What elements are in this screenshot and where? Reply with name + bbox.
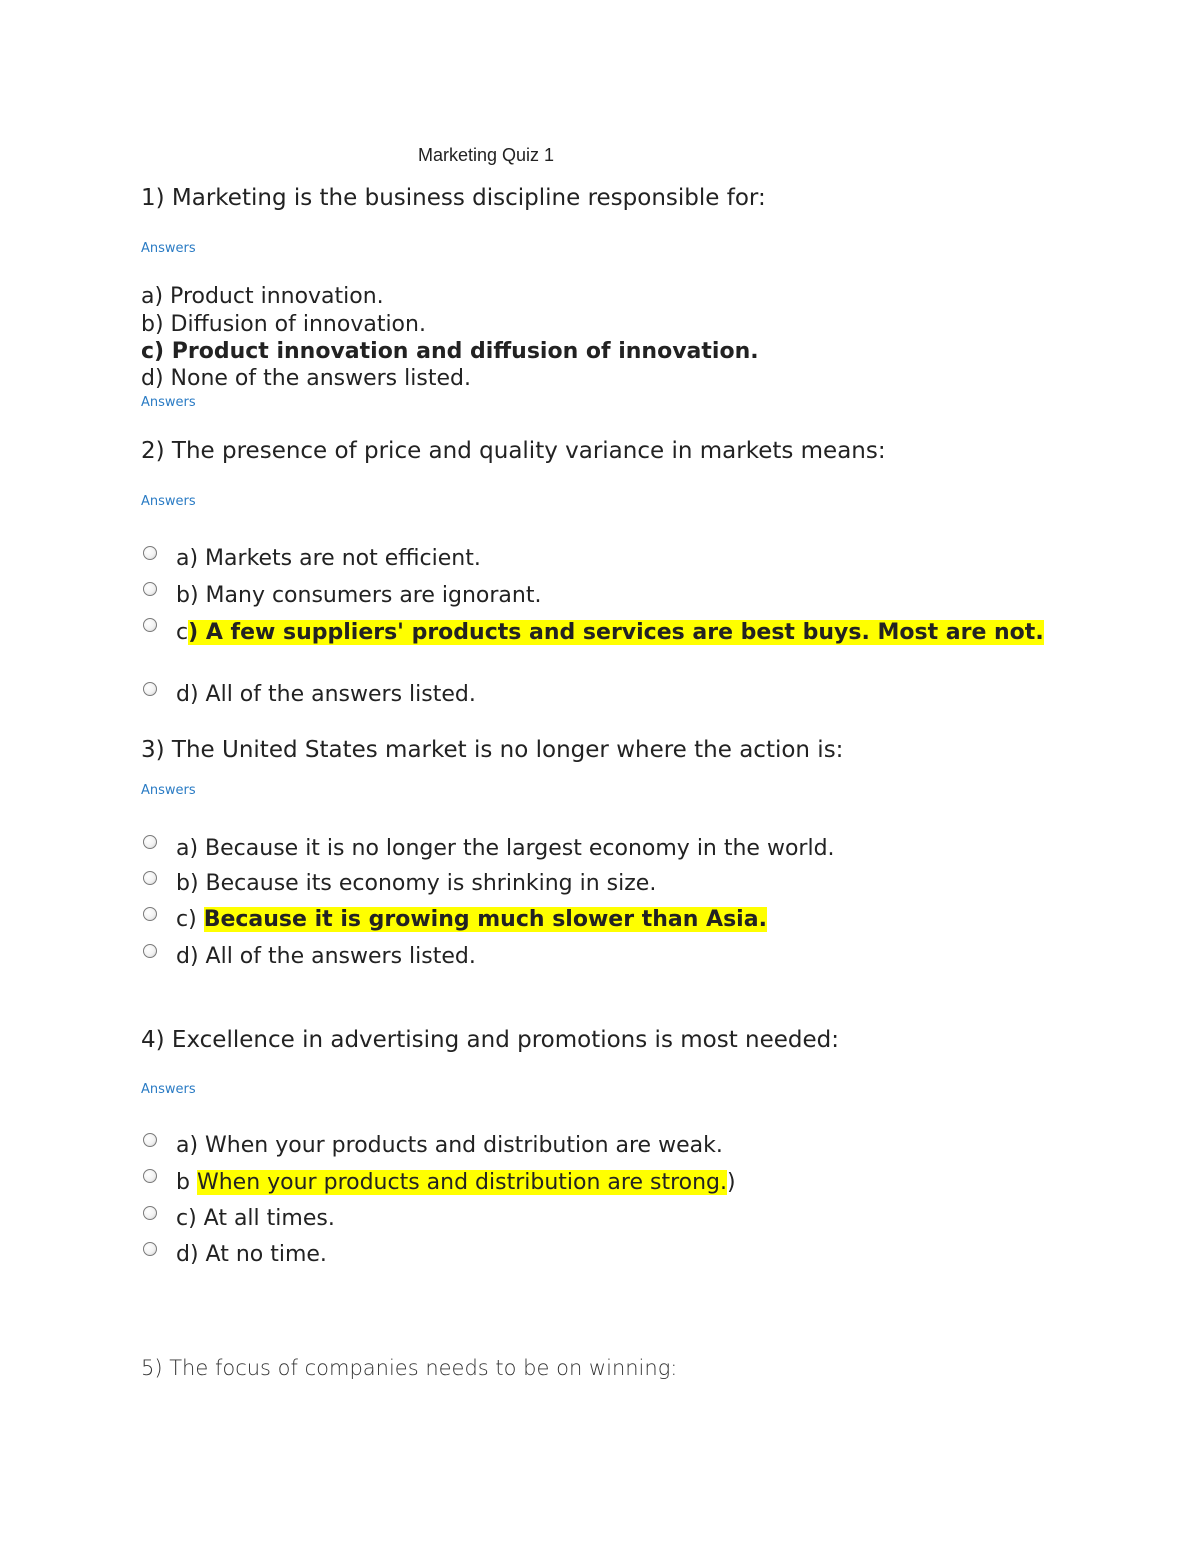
q4-radio-b[interactable] (143, 1169, 157, 1183)
q4-option-b-correct (176, 1170, 736, 1195)
q4-option-d: d) At no time. (176, 1242, 327, 1267)
q2-option-c-highlight: ) A few suppliers' products and services are best buys. Most are not. (188, 620, 1044, 645)
q2-radio-d[interactable] (143, 682, 157, 696)
answers-label[interactable]: Answers (141, 1082, 196, 1097)
answers-label[interactable]: Answers (141, 494, 196, 509)
answers-label[interactable]: Answers (141, 395, 196, 410)
q2-option-d: d) All of the answers listed. (176, 682, 476, 707)
q3-radio-b[interactable] (143, 871, 157, 885)
question-4: 4) Excellence in advertising and promotions is most needed: (141, 1027, 840, 1053)
q1-option-c-correct: c) Product innovation and diffusion of innovation. (141, 339, 759, 364)
q3-radio-d[interactable] (143, 944, 157, 958)
q3-radio-c[interactable] (143, 907, 157, 921)
q4-radio-c[interactable] (143, 1206, 157, 1220)
q1-option-a: a) Product innovation. (141, 284, 384, 309)
q2-option-b: b) Many consumers are ignorant. (176, 583, 542, 608)
answers-label[interactable]: Answers (141, 783, 196, 798)
q3-option-a: a) Because it is no longer the largest economy in the world. (176, 836, 835, 861)
q2-option-c-prefix: c (176, 620, 189, 645)
q3-radio-a[interactable] (143, 835, 157, 849)
question-2: 2) The presence of price and quality variance in markets means: (141, 438, 886, 464)
q3-option-b: b) Because its economy is shrinking in size. (176, 871, 657, 896)
q4-option-c: c) At all times. (176, 1206, 335, 1231)
question-5: 5) The focus of companies needs to be on winning: (141, 1356, 678, 1380)
q3-option-c-highlight: Because it is growing much slower than Asia. (203, 907, 767, 932)
q2-radio-a[interactable] (143, 546, 157, 560)
q1-option-d: d) None of the answers listed. (141, 366, 471, 391)
q4-option-a: a) When your products and distribution are weak. (176, 1133, 723, 1158)
q2-radio-b[interactable] (143, 582, 157, 596)
page-title: Marketing Quiz 1 (418, 145, 555, 165)
question-3: 3) The United States market is no longer where the action is: (141, 737, 844, 763)
q4-radio-d[interactable] (143, 1242, 157, 1256)
q4-option-b-prefix: b (176, 1170, 190, 1195)
answers-label[interactable]: Answers (141, 241, 196, 256)
q4-option-b-highlight: When your products and distribution are strong. (196, 1170, 727, 1195)
q2-option-a: a) Markets are not efficient. (176, 546, 481, 571)
q4-radio-a[interactable] (143, 1133, 157, 1147)
q3-option-d: d) All of the answers listed. (176, 944, 476, 969)
q3-option-c-prefix: c) (176, 907, 197, 932)
q1-option-b: b) Diffusion of innovation. (141, 312, 426, 337)
question-1: 1) Marketing is the business discipline responsible for: (141, 185, 766, 211)
q3-option-c-correct (176, 907, 767, 932)
q4-option-b-suffix: ) (727, 1170, 736, 1195)
q2-option-c-correct (141, 618, 1061, 647)
